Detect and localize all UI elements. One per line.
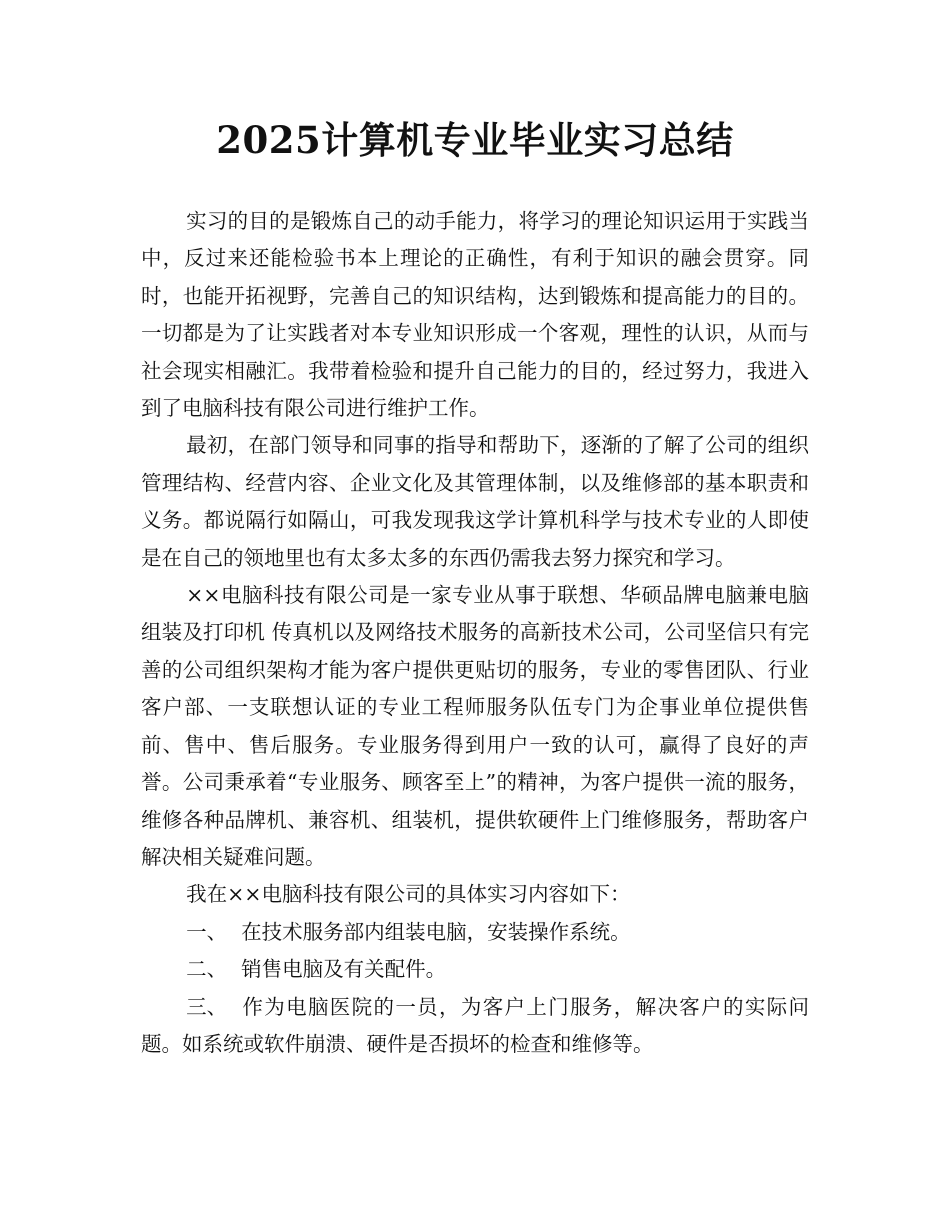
list-item-text: 销售电脑及有关配件。: [241, 957, 447, 982]
paragraph-beginning: 最初，在部门领导和同事的指导和帮助下，逐渐的了解了公司的组织管理结构、经营内容、企业文化及其管理体制，以及维修部的基本职责和义务。都说隔行如隔山，可我发现我这学计算机科学与技术专业的人即使是在自己的领地里也有太多太多的东西仍需我去努力探究和学习。: [141, 433, 809, 570]
list-item-text: 在技术服务部内组装电脑，安装操作系统。: [241, 919, 631, 944]
paragraph-company-intro: ××电脑科技有限公司是一家专业从事于联想、华硕品牌电脑兼电脑组装及打印机 传真机以及网络技术服务的高新技术公司，公司坚信只有完善的公司组织架构才能为客户提供更贴切的服务，专业的零售团队、行业客户部、一支联想认证的专业工程师服务队伍专门为企事业单位提供售前、售中、售后服务。专业服务得到用户一致的认可，赢得了良好的声誉。公司秉承着“专业服务、顾客至上”的精神，为客户提供一流的服务，维修各种品牌机、兼容机、组装机，提供软硬件上门维修服务，帮助客户解决相关疑难问题。: [141, 583, 809, 869]
list-marker: 三、: [186, 994, 228, 1019]
list-item-3: [141, 989, 809, 1064]
paragraph-purpose: 实习的目的是锻炼自己的动手能力，将学习的理论知识运用于实践当中，反过来还能检验书本上理论的正确性，有利于知识的融会贯穿。同时，也能开拓视野，完善自己的知识结构，达到锻炼和提高能力的目的。一切都是为了让实践者对本专业知识形成一个客观，理性的认识，从而与社会现实相融汇。我带着检验和提升自己能力的目的，经过努力，我进入到了电脑科技有限公司进行维护工作。: [141, 209, 809, 421]
list-item-1: [141, 914, 809, 951]
list-item-text: 作为电脑医院的一员，为客户上门服务，解决客户的实际问题。如系统或软件崩溃、硬件是否损坏的检查和维修等。: [141, 994, 809, 1056]
list-item-2: [141, 951, 809, 988]
document-title: 2025计算机专业毕业实习总结: [216, 118, 734, 162]
list-marker: 一、: [186, 919, 228, 944]
document-body: [141, 203, 809, 1063]
list-marker: 二、: [186, 957, 228, 982]
paragraph-content-intro: 我在××电脑科技有限公司的具体实习内容如下：: [186, 882, 631, 907]
